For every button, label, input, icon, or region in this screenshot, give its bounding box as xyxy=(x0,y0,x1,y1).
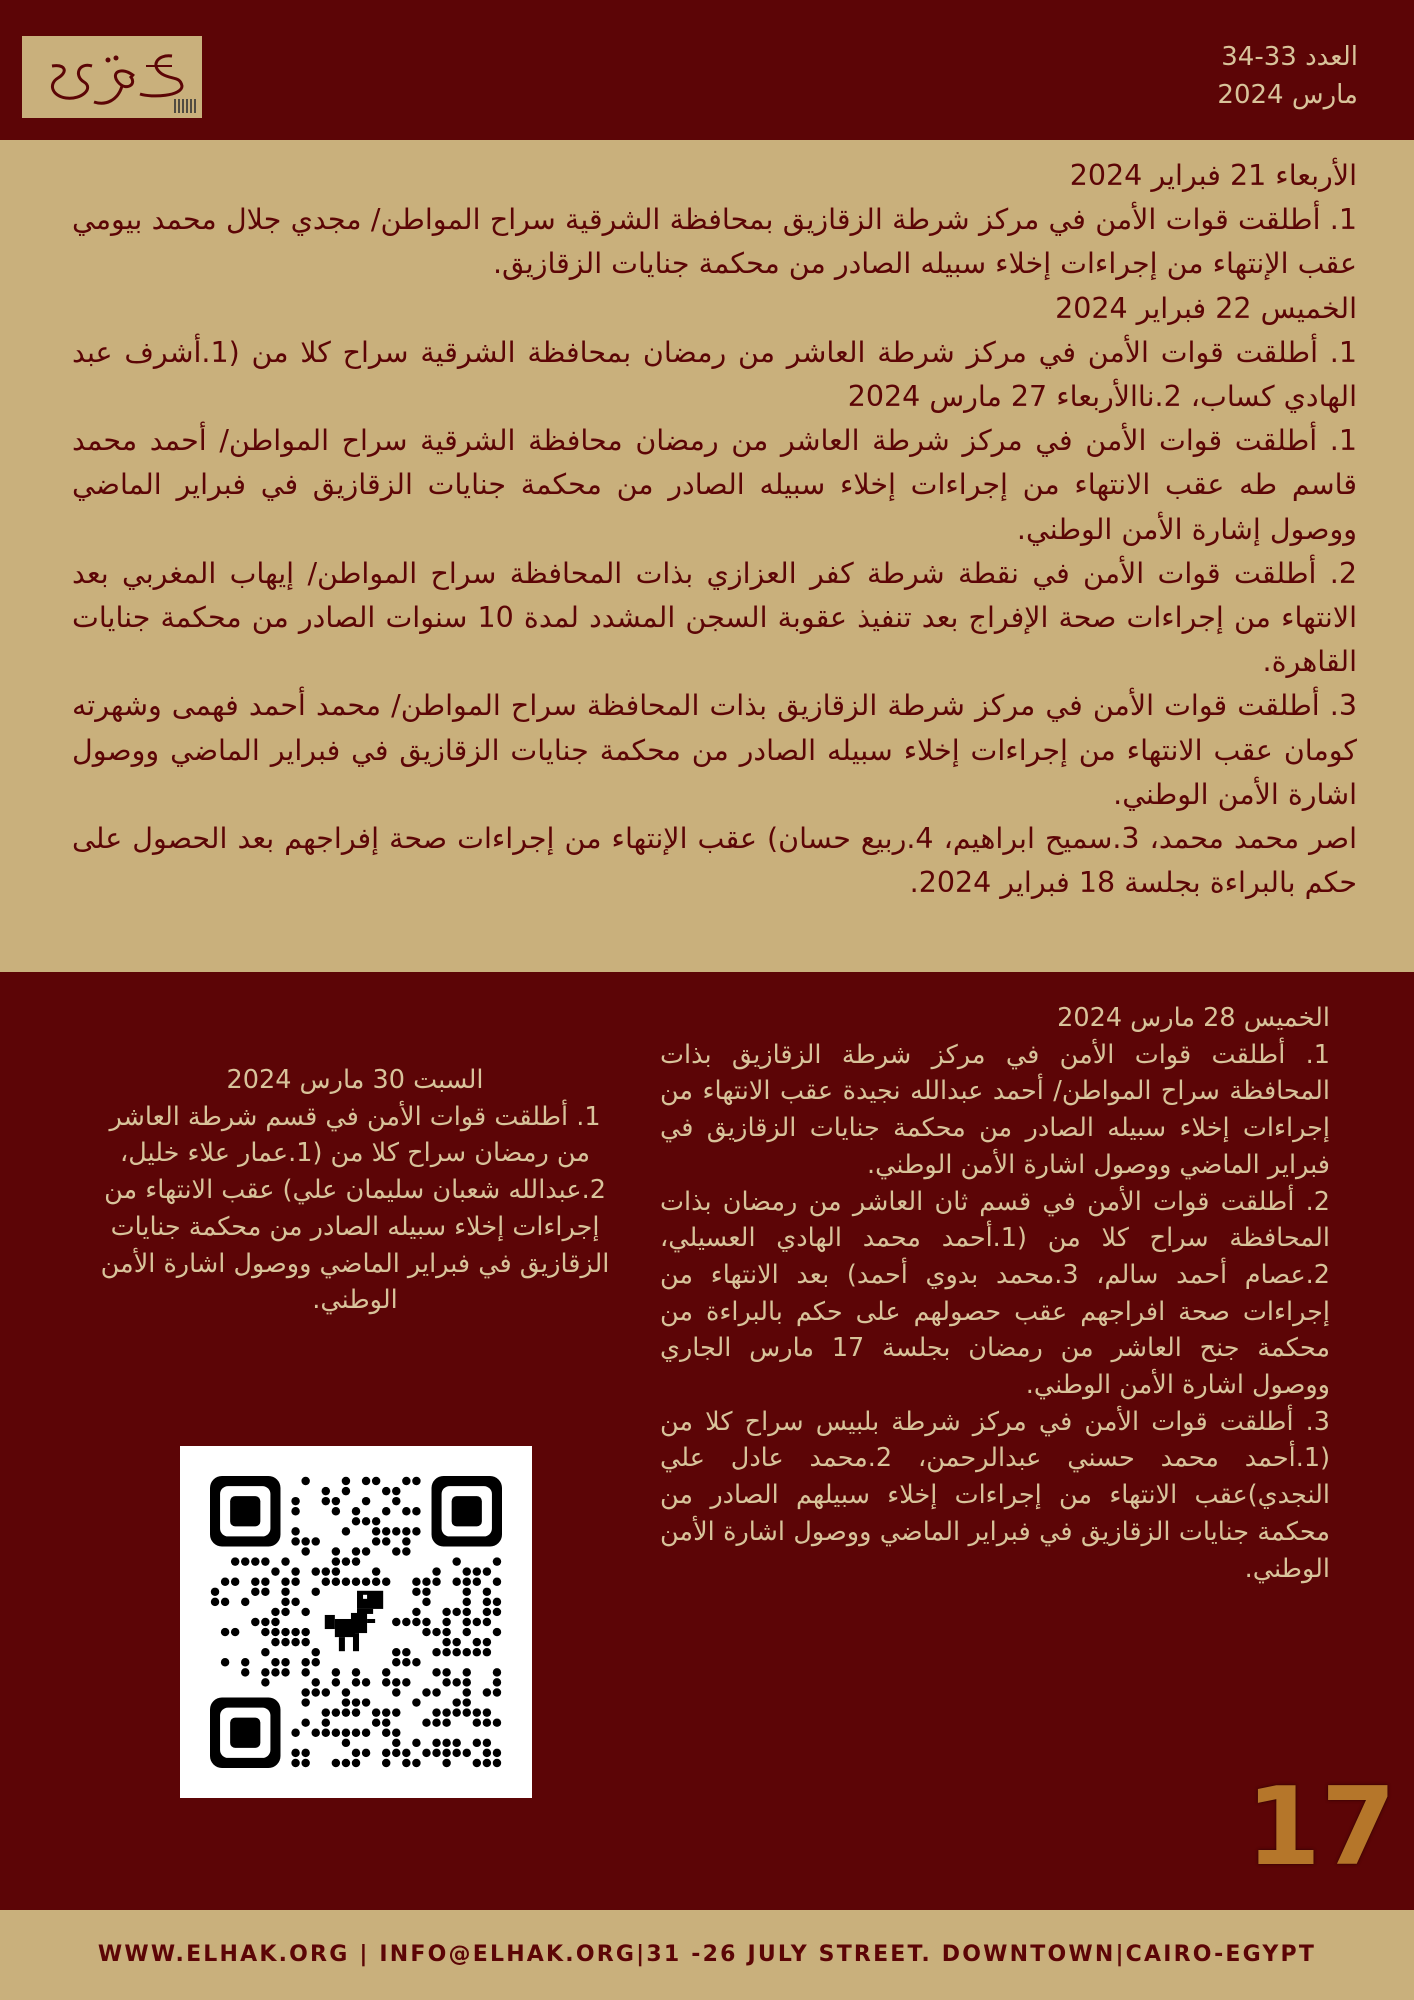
qr-module xyxy=(463,1688,471,1696)
qr-module xyxy=(463,1598,471,1606)
qr-module xyxy=(241,1598,249,1606)
qr-module xyxy=(322,1577,330,1585)
qr-module xyxy=(412,1527,420,1535)
qr-module xyxy=(211,1598,219,1606)
qr-module xyxy=(422,1618,430,1626)
qr-module xyxy=(301,1537,309,1545)
qr-module xyxy=(473,1618,481,1626)
qr-module xyxy=(281,1608,289,1616)
qr-module xyxy=(483,1608,491,1616)
qr-module xyxy=(412,1608,420,1616)
qr-module xyxy=(291,1628,299,1636)
qr-module xyxy=(442,1618,450,1626)
qr-module xyxy=(301,1608,309,1616)
qr-module xyxy=(271,1668,279,1676)
qr-module xyxy=(342,1487,350,1495)
qr-module xyxy=(382,1749,390,1757)
qr-module xyxy=(311,1658,319,1666)
qr-module xyxy=(352,1547,360,1555)
qr-module xyxy=(311,1588,319,1596)
qr-module xyxy=(362,1517,370,1525)
qr-module xyxy=(392,1527,400,1535)
qr-module xyxy=(352,1557,360,1565)
qr-module xyxy=(432,1648,440,1656)
qr-module xyxy=(382,1678,390,1686)
qr-module xyxy=(483,1567,491,1575)
qr-module xyxy=(311,1648,319,1656)
qr-module xyxy=(382,1668,390,1676)
footer-contact: WWW.ELHAK.ORG | INFO@ELHAK.ORG|31 -26 JULY STREET. DOWNTOWN|CAIRO-EGYPT xyxy=(97,1942,1317,1967)
qr-module xyxy=(362,1477,370,1485)
qr-module xyxy=(412,1698,420,1706)
qr-module xyxy=(332,1729,340,1737)
qr-module xyxy=(231,1557,239,1565)
qr-module xyxy=(473,1759,481,1767)
issue-info xyxy=(1058,38,1358,114)
qr-module xyxy=(372,1477,380,1485)
qr-module xyxy=(281,1588,289,1596)
qr-module xyxy=(463,1588,471,1596)
qr-module xyxy=(291,1638,299,1646)
qr-module xyxy=(261,1648,269,1656)
qr-module xyxy=(463,1608,471,1616)
qr-module xyxy=(452,1638,460,1646)
qr-module xyxy=(493,1598,501,1606)
qr-module xyxy=(382,1708,390,1716)
qr-module xyxy=(432,1688,440,1696)
right-column xyxy=(660,1000,1330,1587)
qr-module xyxy=(463,1678,471,1686)
date-heading: الأربعاء 21 فبراير 2024 xyxy=(1069,159,1357,192)
qr-module xyxy=(241,1658,249,1666)
qr-module xyxy=(342,1557,350,1565)
qr-module xyxy=(332,1567,340,1575)
qr-module xyxy=(463,1618,471,1626)
qr-module xyxy=(392,1749,400,1757)
qr-module xyxy=(432,1577,440,1585)
qr-module xyxy=(432,1567,440,1575)
qr-module xyxy=(211,1588,219,1596)
qr-module xyxy=(301,1718,309,1726)
qr-module xyxy=(241,1668,249,1676)
qr-module xyxy=(291,1567,299,1575)
qr-module xyxy=(412,1618,420,1626)
qr-module xyxy=(412,1477,420,1485)
qr-module xyxy=(463,1749,471,1757)
qr-module xyxy=(342,1477,350,1485)
qr-module xyxy=(311,1678,319,1686)
qr-module xyxy=(463,1668,471,1676)
qr-module xyxy=(473,1708,481,1716)
qr-module xyxy=(251,1618,259,1626)
qr-module xyxy=(291,1537,299,1545)
qr-module xyxy=(463,1648,471,1656)
top-section xyxy=(0,140,1414,972)
qr-module xyxy=(382,1718,390,1726)
dinosaur-icon xyxy=(325,1591,383,1651)
news-item: 2. أطلقت قوات الأمن في نقطة شرطة كفر العزازي بذات المحافظة سراح المواطن/ إيهاب المغربي بعد الانتهاء من إجراءات صحة الإفراج بعد تنفيذ عقوبة السجن المشدد لمدة 10 سنوات الصادر من محكمة جنايات القاهرة. xyxy=(72,556,1357,679)
qr-module xyxy=(332,1708,340,1716)
qr-module xyxy=(402,1547,410,1555)
qr-module xyxy=(291,1527,299,1535)
qr-module xyxy=(402,1507,410,1515)
qr-code-graphic xyxy=(180,1446,532,1798)
qr-module xyxy=(483,1688,491,1696)
qr-module xyxy=(382,1507,390,1515)
qr-module xyxy=(221,1598,229,1606)
qr-module xyxy=(432,1749,440,1757)
logo xyxy=(22,36,202,118)
qr-module xyxy=(452,1708,460,1716)
qr-module xyxy=(473,1567,481,1575)
qr-module xyxy=(271,1628,279,1636)
qr-module xyxy=(271,1567,279,1575)
qr-module xyxy=(473,1648,481,1656)
qr-module xyxy=(442,1608,450,1616)
qr-module xyxy=(342,1708,350,1716)
qr-module xyxy=(483,1648,491,1656)
qr-module xyxy=(493,1628,501,1636)
qr-module xyxy=(271,1658,279,1666)
date-heading: الخميس 28 مارس 2024 xyxy=(1057,1003,1330,1033)
qr-module xyxy=(342,1698,350,1706)
qr-module xyxy=(291,1759,299,1767)
qr-module xyxy=(493,1749,501,1757)
qr-module xyxy=(392,1648,400,1656)
qr-module xyxy=(332,1547,340,1555)
qr-module xyxy=(493,1577,501,1585)
qr-module xyxy=(301,1749,309,1757)
qr-module xyxy=(281,1668,289,1676)
qr-module xyxy=(422,1718,430,1726)
qr-module xyxy=(463,1567,471,1575)
news-item: 2. أطلقت قوات الأمن في قسم ثان العاشر من رمضان بذات المحافظة سراح كلا من (1.أحمد محمد الهادي العسيلي، 2.عصام أحمد سالم، 3.محمد بدوي أحمد) بعد الانتهاء من إجراءات صحة افراجهم عقب حصولهم على حكم بالبراءة من محكمة جنح العاشر من رمضان بجلسة 17 مارس الجاري ووصول اشارة الأمن الوطني. xyxy=(660,1186,1330,1401)
qr-module xyxy=(402,1759,410,1767)
qr-module xyxy=(291,1577,299,1585)
qr-module xyxy=(442,1708,450,1716)
qr-module xyxy=(251,1588,259,1596)
qr-module xyxy=(322,1688,330,1696)
qr-module xyxy=(372,1517,380,1525)
qr-module xyxy=(352,1507,360,1515)
page-header xyxy=(0,0,1414,140)
qr-module xyxy=(322,1497,330,1505)
qr-module xyxy=(291,1749,299,1757)
qr-module xyxy=(412,1577,420,1585)
qr-module xyxy=(483,1618,491,1626)
qr-module xyxy=(402,1537,410,1545)
qr-module xyxy=(352,1759,360,1767)
qr-module xyxy=(372,1537,380,1545)
qr-module xyxy=(231,1628,239,1636)
qr-module xyxy=(392,1487,400,1495)
left-column xyxy=(90,1062,620,1319)
qr-module xyxy=(342,1577,350,1585)
qr-module xyxy=(362,1729,370,1737)
qr-code xyxy=(180,1446,532,1798)
qr-module xyxy=(301,1759,309,1767)
page-footer xyxy=(0,1910,1414,2000)
page-number: 17 xyxy=(1245,1765,1396,1890)
qr-module xyxy=(372,1718,380,1726)
news-item: 3. أطلقت قوات الأمن في مركز شرطة الزقازيق بذات المحافظة سراح المواطن/ محمد أحمد فهمى وشهرته كومان عقب الانتهاء من إجراءات إخلاء سبيله الصادر من محكمة جنايات الزقازيق في فبراير الماضي ووصول اشارة الأمن الوطني. xyxy=(72,689,1357,811)
qr-module xyxy=(261,1557,269,1565)
qr-module xyxy=(221,1628,229,1636)
qr-module xyxy=(352,1708,360,1716)
qr-module xyxy=(301,1688,309,1696)
qr-module xyxy=(342,1759,350,1767)
qr-module xyxy=(301,1698,309,1706)
qr-module xyxy=(342,1739,350,1747)
qr-module xyxy=(493,1759,501,1767)
qr-module xyxy=(412,1739,420,1747)
qr-module xyxy=(392,1618,400,1626)
qr-module xyxy=(392,1678,400,1686)
qr-module xyxy=(362,1547,370,1555)
qr-module xyxy=(422,1628,430,1636)
qr-module xyxy=(382,1577,390,1585)
qr-module xyxy=(483,1708,491,1716)
qr-module xyxy=(322,1729,330,1737)
qr-module xyxy=(392,1729,400,1737)
qr-module xyxy=(442,1739,450,1747)
qr-module xyxy=(352,1698,360,1706)
qr-module xyxy=(473,1577,481,1585)
qr-module xyxy=(251,1557,259,1565)
qr-module xyxy=(362,1678,370,1686)
qr-module xyxy=(432,1718,440,1726)
qr-module xyxy=(352,1678,360,1686)
qr-module xyxy=(442,1759,450,1767)
qr-module xyxy=(281,1557,289,1565)
qr-module xyxy=(301,1547,309,1555)
qr-module xyxy=(261,1678,269,1686)
qr-module xyxy=(412,1658,420,1666)
qr-module xyxy=(422,1749,430,1757)
news-item: اصر محمد محمد، 3.سميح ابراهيم، 4.ربيع حسان) عقب الإنتهاء من إجراءات صحة إفراجهم بعد الحصول على حكم بالبراءة بجلسة 18 فبراير 2024. xyxy=(72,822,1358,900)
qr-module xyxy=(382,1537,390,1545)
qr-module xyxy=(352,1668,360,1676)
qr-module xyxy=(372,1708,380,1716)
qr-module xyxy=(473,1718,481,1726)
qr-module xyxy=(322,1718,330,1726)
qr-module xyxy=(372,1527,380,1535)
issue-date: مارس 2024 xyxy=(1217,80,1358,110)
qr-module xyxy=(422,1577,430,1585)
news-item: 1. أطلقت قوات الأمن في مركز شرطة العاشر من رمضان بمحافظة الشرقية سراح كلا من (1.أشرف عبد الهادي كساب، 2.ناالأربعاء 27 مارس 2024 xyxy=(72,335,1357,414)
qr-module xyxy=(452,1739,460,1747)
news-item: 1. أطلقت قوات الأمن في قسم شرطة العاشر من رمضان سراح كلا من (1.عمار علاء خليل، 2.عبدالله شعبان سليمان علي) عقب الانتهاء من إجراءات إخلاء سبيله الصادر من محكمة جنايات الزقازيق في فبراير الماضي ووصول اشارة الأمن الوطني. xyxy=(100,1101,610,1316)
qr-module xyxy=(452,1557,460,1565)
qr-module xyxy=(412,1588,420,1596)
qr-module xyxy=(261,1628,269,1636)
qr-module xyxy=(382,1487,390,1495)
qr-module xyxy=(392,1708,400,1716)
qr-module xyxy=(332,1759,340,1767)
qr-module xyxy=(352,1517,360,1525)
qr-module xyxy=(452,1577,460,1585)
qr-module xyxy=(442,1638,450,1646)
qr-module xyxy=(493,1608,501,1616)
qr-module xyxy=(261,1618,269,1626)
qr-module xyxy=(342,1527,350,1535)
qr-module xyxy=(412,1507,420,1515)
qr-module xyxy=(493,1718,501,1726)
qr-module xyxy=(493,1557,501,1565)
news-item: 1. أطلقت قوات الأمن في مركز شرطة الزقازيق بمحافظة الشرقية سراح المواطن/ مجدي جلال محمد بيومي عقب الإنتهاء من إجراءات إخلاء سبيله الصادر من محكمة جنايات الزقازيق. xyxy=(72,203,1357,281)
qr-module xyxy=(463,1628,471,1636)
qr-module xyxy=(301,1628,309,1636)
qr-module xyxy=(382,1759,390,1767)
qr-module xyxy=(392,1658,400,1666)
qr-module xyxy=(493,1668,501,1676)
qr-module xyxy=(291,1598,299,1606)
qr-module xyxy=(362,1497,370,1505)
qr-module xyxy=(311,1729,319,1737)
qr-module xyxy=(442,1648,450,1656)
qr-module xyxy=(452,1749,460,1757)
qr-module xyxy=(382,1527,390,1535)
qr-module xyxy=(231,1577,239,1585)
qr-module xyxy=(372,1577,380,1585)
qr-module xyxy=(463,1698,471,1706)
qr-module xyxy=(493,1678,501,1686)
qr-module xyxy=(311,1567,319,1575)
logo-qr-mark xyxy=(174,99,196,113)
qr-module xyxy=(422,1588,430,1596)
qr-module xyxy=(432,1668,440,1676)
qr-module xyxy=(483,1598,491,1606)
qr-module xyxy=(301,1668,309,1676)
date-heading: السبت 30 مارس 2024 xyxy=(226,1065,484,1095)
qr-module xyxy=(322,1567,330,1575)
qr-module xyxy=(392,1688,400,1696)
qr-module xyxy=(402,1749,410,1757)
qr-module xyxy=(392,1739,400,1747)
qr-module xyxy=(473,1739,481,1747)
qr-module xyxy=(322,1487,330,1495)
qr-module xyxy=(442,1678,450,1686)
qr-module xyxy=(352,1577,360,1585)
qr-module xyxy=(483,1749,491,1757)
qr-module xyxy=(261,1668,269,1676)
qr-module xyxy=(463,1577,471,1585)
qr-module xyxy=(452,1678,460,1686)
qr-module xyxy=(332,1668,340,1676)
qr-module xyxy=(452,1698,460,1706)
qr-module xyxy=(432,1628,440,1636)
qr-module xyxy=(483,1739,491,1747)
qr-module xyxy=(483,1718,491,1726)
qr-module xyxy=(402,1648,410,1656)
qr-module xyxy=(352,1729,360,1737)
qr-module xyxy=(221,1658,229,1666)
qr-module xyxy=(332,1497,340,1505)
date-heading: الخميس 22 فبراير 2024 xyxy=(1055,291,1357,325)
news-item: 1. أطلقت قوات الأمن في مركز شرطة العاشر من رمضان محافظة الشرقية سراح المواطن/ أحمد محمد قاسم طه عقب الانتهاء من إجراءات إخلاء سبيله الصادر من محكمة جنايات الزقازيق في فبراير الماضي ووصول إشارة الأمن الوطني. xyxy=(72,424,1357,546)
qr-module xyxy=(432,1739,440,1747)
qr-module xyxy=(402,1618,410,1626)
qr-module xyxy=(432,1708,440,1716)
qr-module xyxy=(281,1598,289,1606)
qr-module xyxy=(442,1718,450,1726)
qr-module xyxy=(311,1688,319,1696)
qr-module xyxy=(402,1527,410,1535)
qr-module xyxy=(332,1577,340,1585)
qr-module xyxy=(342,1688,350,1696)
qr-module xyxy=(332,1507,340,1515)
qr-module xyxy=(301,1658,309,1666)
qr-module xyxy=(332,1678,340,1686)
qr-module xyxy=(301,1638,309,1646)
qr-module xyxy=(452,1608,460,1616)
qr-module xyxy=(392,1497,400,1505)
qr-module xyxy=(382,1729,390,1737)
qr-module xyxy=(311,1537,319,1545)
qr-module xyxy=(442,1749,450,1757)
qr-module xyxy=(342,1729,350,1737)
qr-module xyxy=(251,1577,259,1585)
qr-module xyxy=(291,1507,299,1515)
qr-module xyxy=(483,1759,491,1767)
news-item: 3. أطلقت قوات الأمن في مركز شرطة بلبيس سراح كلا من (1.أحمد محمد حسني عبدالرحمن، 2.محمد عادل علي النجدي)عقب الانتهاء من إجراءات إخلاء سبيلهم الصادر من محكمة جنايات الزقازيق في فبراير الماضي ووصول اشارة الأمن الوطني. xyxy=(660,1406,1331,1584)
qr-module xyxy=(362,1749,370,1757)
qr-module xyxy=(271,1638,279,1646)
qr-module xyxy=(221,1577,229,1585)
qr-module xyxy=(291,1729,299,1737)
qr-module xyxy=(322,1708,330,1716)
qr-module xyxy=(241,1557,249,1565)
qr-module xyxy=(392,1547,400,1555)
qr-module xyxy=(261,1588,269,1596)
qr-module xyxy=(473,1638,481,1646)
qr-module xyxy=(422,1598,430,1606)
qr-module xyxy=(281,1658,289,1666)
qr-module xyxy=(422,1688,430,1696)
qr-module xyxy=(291,1497,299,1505)
qr-module xyxy=(261,1577,269,1585)
qr-module xyxy=(402,1678,410,1686)
qr-module xyxy=(372,1567,380,1575)
qr-module xyxy=(281,1628,289,1636)
qr-module xyxy=(402,1658,410,1666)
qr-module xyxy=(442,1668,450,1676)
qr-module xyxy=(281,1638,289,1646)
issue-number: العدد 33-34 xyxy=(1221,42,1358,72)
qr-module xyxy=(271,1608,279,1616)
qr-module xyxy=(483,1638,491,1646)
qr-module xyxy=(362,1577,370,1585)
qr-module xyxy=(271,1618,279,1626)
news-item: 1. أطلقت قوات الأمن في مركز شرطة الزقازيق بذات المحافظة سراح المواطن/ أحمد عبدالله نجيدة عقب الانتهاء من إجراءات إخلاء سبيله الصادر من محكمة جنايات الزقازيق في فبراير الماضي ووصول اشارة الأمن الوطني. xyxy=(660,1039,1330,1180)
qr-module xyxy=(483,1588,491,1596)
qr-module xyxy=(332,1557,340,1565)
qr-module xyxy=(452,1648,460,1656)
qr-module xyxy=(402,1477,410,1485)
qr-module xyxy=(412,1759,420,1767)
qr-module xyxy=(301,1477,309,1485)
qr-module xyxy=(442,1628,450,1636)
qr-module xyxy=(362,1698,370,1706)
qr-module xyxy=(352,1749,360,1757)
qr-module xyxy=(463,1708,471,1716)
top-text xyxy=(72,154,1357,905)
qr-module xyxy=(493,1688,501,1696)
qr-module xyxy=(281,1577,289,1585)
